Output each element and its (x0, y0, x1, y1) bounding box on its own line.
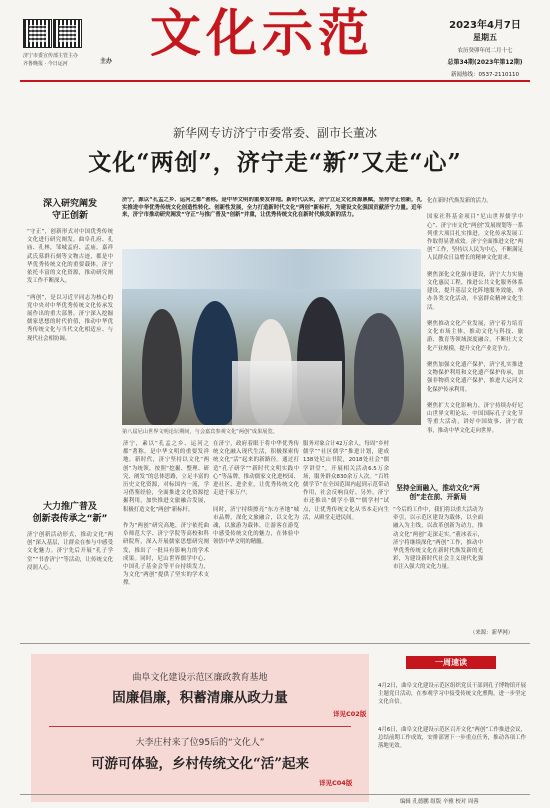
photo-person-5 (354, 313, 404, 425)
promo-1-link[interactable]: 详见C02版 (333, 710, 367, 718)
section-2-text: 济宁创新活动形式，推动文化“两创”深入基层，让群众在参与中感受文化魅力。济宁先后开展“孔子学堂”“书香济宁”等活动，让传统文化浸润人心。 (27, 532, 113, 571)
lead-photo[interactable] (122, 249, 421, 425)
issue-date: 2023年4月7日 (449, 20, 521, 31)
section-1-text: “守正”，创新形式对中国优秀传统文化进行研究阐发。曲阜孔府、孔庙、孔林，邹城孟府、孟庙，嘉祥武氏墓群石刻等文物古迹，都是中华优秀传统文化的重要载体。济宁依托丰富的文化资源，推动研究阐发工作不断深入。 “两创”，是以习近平同志为核心的党中央对中华优秀传统文化传承发展作出的重大部署。济宁深入挖掘儒家思想的时代价值，推动中华优秀传统文化与当代文化相适应、与现代社会相协调。 (27, 229, 113, 342)
lead-kicker: 新华网专访济宁市委常委、副市长董冰 (172, 126, 377, 140)
editor-credits: 编辑 孔德鹏 组版 辛雅 校对 周蓉 (400, 799, 479, 805)
lead-column-2: 在济宁，政府着眼于将中华优秀传统文化融入现代生活，积极探索传统文化“活”起来的新路径。通过打造“孔子研学”“新时代文明实践中心”等品牌，推动儒家文化进校园、进社区、进企业，让优秀传统文化走进千家万户。 同时，济宁持续擦亮“东方圣地”城市品牌，深化文旅融合，以文化为魂，以旅游为载体，让游客在游览中感受传统文化的魅力，在体验中领悟中华文明的精髓。 (213, 441, 299, 546)
promo-box (31, 654, 369, 802)
issue-number: 总第34期(2023年第12期) (447, 59, 523, 66)
footer-rule (20, 794, 530, 795)
promo-1-kicker: 曲阜文化建设示范区廉政教育基地 (132, 673, 268, 683)
photo-banner (122, 249, 421, 289)
source-credit: （来源：新华网） (470, 630, 514, 636)
promo-2-link[interactable]: 详见C04版 (319, 779, 353, 787)
header-rule (20, 80, 530, 82)
left-column (27, 198, 113, 638)
section-1-title: 深入研究阐发 守正创新 (42, 199, 97, 221)
promo-2-kicker: 大李庄村来了位95后的“文化人” (135, 738, 265, 748)
sponsor-tag: 主办 (100, 58, 113, 65)
right-column: 化在新时代焕发新的活力。 国家社科基金项目“尼山世界儒学中心”、济宁市文化“两创”发展规划等一系列重大项目扎实推进，文化传承发展工作取得显著成效。济宁全面推进文化“两创”工作，坚持以人民为中心，不断满足人民群众日益增长的精神文化需求。 聚焦深化文化强市建设，济宁大力实施文化惠民工程，推进公共文化服务体系建设，提升基层文化阵地服务效能，举办各类文化活动，丰富群众精神文化生活。 聚焦推动文化产业发展，济宁着力培育文化市场主体，推动文化与科技、旅游、教育等领域深度融合，不断壮大文化产业规模，提升文化产业竞争力。 聚焦加强文化遗产保护，济宁扎实推进文物保护利用和文化遗产保护传承，加强非物质文化遗产保护，推进大运河文化保护传承利用。 聚焦扩大文化影响力，济宁持续办好尼山世界文明论坛、中国国际孔子文化节等重大活动，讲好中国故事、济宁故事，推动中华文化走向世界。 (427, 198, 523, 434)
sponsor-line-2: 齐鲁晚报 · 今日运河 (23, 61, 68, 67)
lunar-date: 农历癸卯年闰二月十七 (457, 48, 513, 54)
section-2-title: 大力推广普及 创新表传承之“新” (32, 502, 108, 524)
promo-1-headline[interactable]: 固廉倡廉，积蓄清廉从政力量 (112, 690, 288, 706)
qr-code-2[interactable] (53, 19, 82, 48)
column-4-text: “今后的工作中，我们将以重大活动为牵引，以示范区建设为载体，以全面融入为主线，以改革创新为动力，推动文化“两创”走深走实。”董冰表示，济宁将继续深化“两创”工作，推动中华优秀传统文化在新时代焕发新的光彩，为建设新时代社会主义现代化强市注入强大的文化力量。 (393, 507, 483, 571)
lead-headline[interactable]: 文化“两创”，济宁走“新”又走“心” (88, 149, 462, 176)
issue-weekday: 星期五 (473, 33, 497, 42)
header (0, 0, 550, 80)
lead-intro: 济宁，源以“孔孟之乡、运河之都”著称。是中华文明的重要发祥地。新时代以来，济宁立足文化资源禀赋，坚持守正创新，扎实推进中华优秀传统文化创造性转化、创新性发展，全力打造新时代文化“两创”新标杆，为建设文化强国贡献济宁力量。近年来，济宁市推动研究阐发“守正”与推广普及“创新”并重，让优秀传统文化在新时代焕发新的活力。 (122, 197, 422, 219)
section-divider (20, 643, 530, 644)
news-brief (376, 654, 528, 804)
sponsor-line-1: 济宁市委宣传部主管主办 (23, 53, 79, 59)
photo-caption: 第八届尼山世界文明论坛期间，与会嘉宾参观文化“两创”成果展览。 (122, 429, 278, 435)
masthead: 文化示范 (149, 4, 374, 64)
news-brief-title-text: 一周速读 (435, 658, 467, 667)
news-brief-title (406, 656, 496, 669)
promo-2-headline[interactable]: 可游可体验，乡村传统文化“活”起来 (90, 756, 310, 772)
date-block (430, 16, 540, 78)
promo-divider (49, 726, 351, 727)
photo-display-case (232, 361, 342, 425)
lead-column-3: 服务对象合计42万余人，每周“乡村儒学”“社区儒学”推进计划，建成138处尼山书院，2018处社会“儒学讲堂”，开展相关活动6.5万余场，服务群众830余万人次。“百姓儒学节”在全国范围内起到示范带动作用，社会反响良好。另外，济宁市还推出“儒学小镇”“儒学村”试点，让优秀传统文化从书本走向生活，从殿堂走进民间。 (303, 441, 389, 521)
lead-column-1: 济宁，素以“孔孟之乡、运河之都”著称，是中华文明的重要发祥地。新时代，济宁坚持以文化“两创”为统领，按照“挖掘、整理、研究、阐发”的总体思路，立足丰富的历史文化资源，对标国内一流，学习借鉴经验，全面推进文化资源挖掘利用，加快推进文旅融合发展，积极打造文化“两创”新标杆。 作为“两创”研究高地，济宁依托曲阜师范大学、济宁学院等高校和科研院所，深入开展儒家思想研究阐发，推出了一批具有影响力的学术成果。同时，尼山世界儒学中心、中国孔子基金会等平台持续发力，为文化“两创”提供了坚实的学术支撑。 (123, 441, 209, 587)
hotline: 新闻热线：0537-2110110 (451, 72, 519, 78)
qr-code-1[interactable] (23, 19, 52, 48)
news-item-2[interactable]: 4月6日，曲阜文化建设示范区召开文化“两创”工作推进会议，总结前期工作成效，安排部署下一步重点任务，推动各项工作落地见效。 (378, 727, 526, 750)
column-4-subhead: 坚持全面融入，推动文化“两创”走在前、开新局 (396, 484, 480, 501)
photo-person-1 (142, 309, 182, 425)
news-item-1[interactable]: 4月2日，曲阜文化建设示范区组织党员干部到孔子博物馆开展主题党日活动，在参观学习中接受传统文化熏陶，进一步坚定文化自信。 (378, 683, 526, 706)
